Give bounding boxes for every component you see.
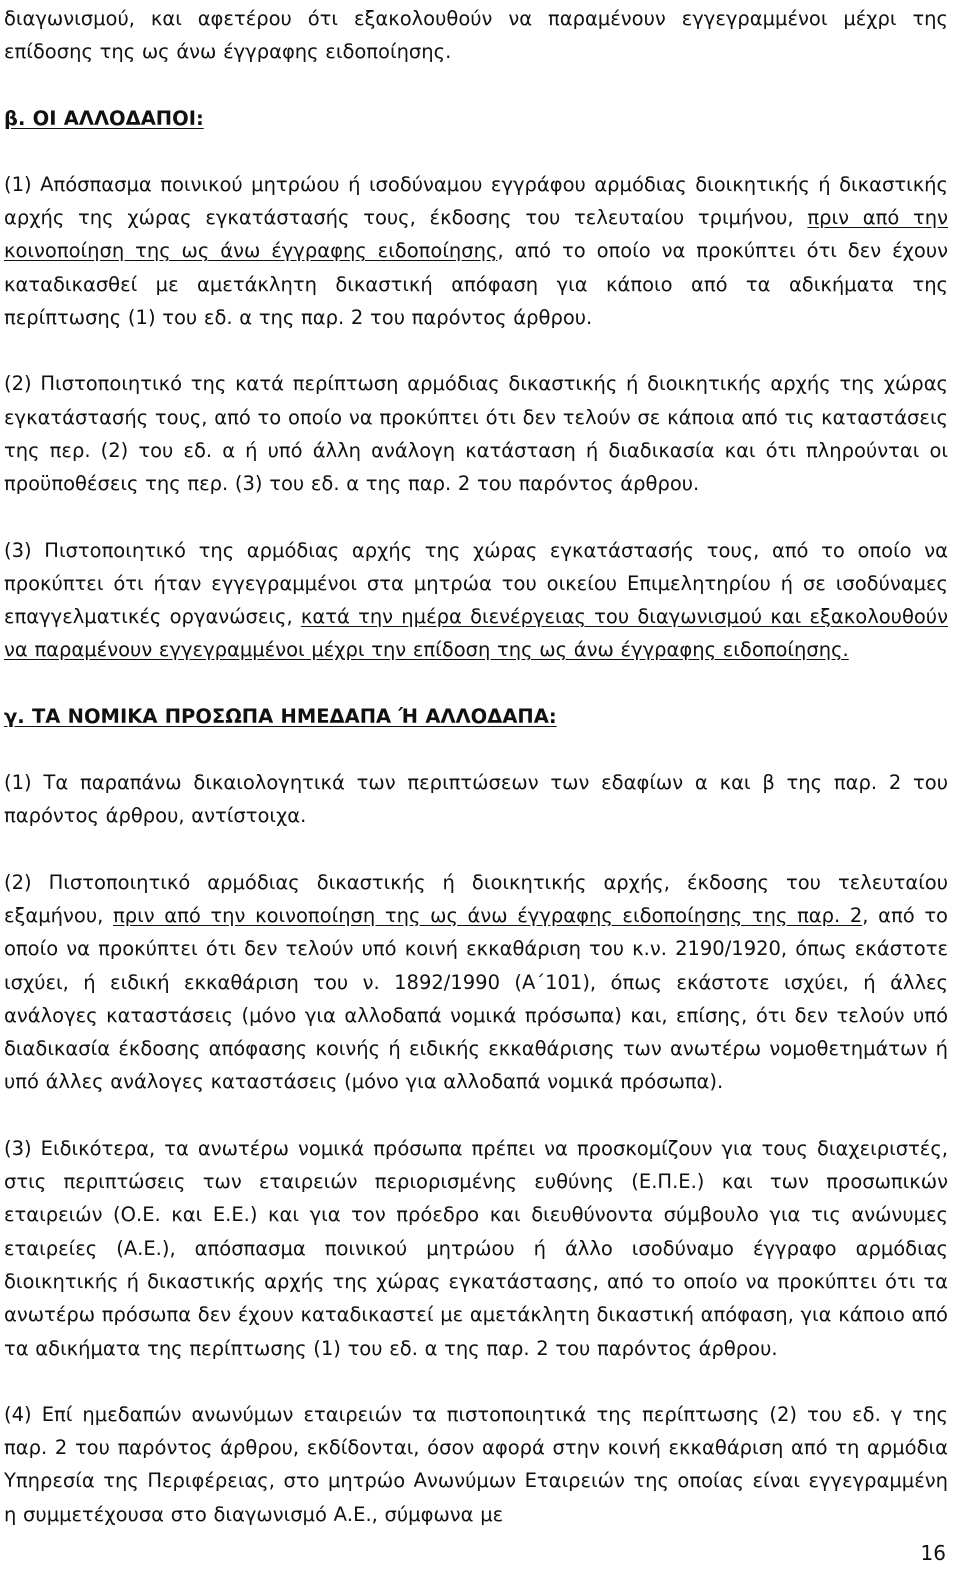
intro-paragraph: διαγωνισμού, και αφετέρου ότι εξακολουθούν να παραμένουν εγγεγραμμένοι μέχρι της επίδοσης της ως άνω έγγραφης ειδοποίησης. bbox=[4, 7, 948, 64]
section-c-item-3: (3) Ειδικότερα, τα ανωτέρω νομικά πρόσωπα πρέπει να προσκομίζουν για τους διαχειριστές, στις περιπτώσεις των εταιρειών περιορισμένης ευθύνης (Ε.Π.Ε.) και των προσωπικών εταιρειών (Ο.Ε. και Ε.Ε.) και για τον πρόεδρο και διευθύνοντα σύμβουλο για τις ανώνυμες εταιρείες (Α.Ε.), απόσπασμα ποινικού μητρώου ή άλλο ισοδύναμο έγγραφο αρμόδιας διοικητικής ή δικαστικής αρχής της χώρας εγκατάστασης, από το οποίο να προκύπτει ότι τα ανωτέρω πρόσωπα δεν έχουν καταδικαστεί με αμετάκλητη δικαστική απόφαση, για κάποιο από τα αδικήματα της περίπτωσης (1) του εδ. α της παρ. 2 του παρόντος άρθρου. bbox=[4, 1136, 948, 1360]
section-b-heading bbox=[4, 102, 948, 135]
section-b-heading-text: β. ΟΙ ΑΛΛΟΔΑΠΟΙ: bbox=[4, 106, 204, 130]
page-number: 16 bbox=[920, 1541, 946, 1565]
section-b-item-1-underlined: πριν από την κοινοποίηση της ως άνω έγγραφης ειδοποίησης bbox=[4, 206, 948, 263]
section-c-item-2-pre: (2) Πιστοποιητικό αρμόδιας δικαστικής ή διοικητικής αρχής, έκδοσης του τελευταίου εξαμήνου, bbox=[4, 870, 948, 927]
section-b-item-1-pre: (1) Απόσπασμα ποινικού μητρώου ή ισοδύναμου εγγράφου αρμόδιας διοικητικής ή δικαστικής αρχής της χώρας εγκατάστασής τους, έκδοσης του τελευταίου τριμήνου, bbox=[4, 172, 948, 230]
section-c-item-4: (4) Επί ημεδαπών ανωνύμων εταιρειών τα πιστοποιητικά της περίπτωσης (2) του εδ. γ της παρ. 2 του παρόντος άρθρου, εκδίδονται, όσον αφορά στην κοινή εκκαθάριση από τη αρμόδια Υπηρεσία της Περιφέρειας, στο μητρώο Ανωνύμων Εταιρειών της οποίας είναι εγγεγραμμένη η συμμετέχουσα στο διαγωνισμό Α.Ε., σύμφωνα με bbox=[4, 1402, 948, 1526]
section-c-heading-text: γ. ΤΑ ΝΟΜΙΚΑ ΠΡΟΣΩΠΑ ΗΜΕΔΑΠΑ Ή ΑΛΛΟΔΑΠΑ: bbox=[4, 704, 557, 728]
section-c-item-2 bbox=[4, 866, 948, 1099]
section-b-item-2: (2) Πιστοποιητικό της κατά περίπτωση αρμόδιας δικαστικής ή διοικητικής αρχής της χώρας εγκατάστασής τους, από το οποίο να προκύπτει ότι δεν τελούν σε κάποια από τις καταστάσεις της περ. (2) του εδ. α ή υπό άλλη ανάλογη κατάσταση ή διαδικασία και ότι πληρούνται οι προϋποθέσεις της περ. (3) του εδ. α της παρ. 2 του παρόντος άρθρου. bbox=[4, 372, 948, 496]
section-c-item-2-underlined: πριν από την κοινοποίηση της ως άνω έγγραφης ειδοποίησης της παρ. 2 bbox=[113, 903, 863, 927]
section-b-item-3 bbox=[4, 534, 948, 667]
section-c-item-2-post: , από το οποίο να προκύπτει ότι δεν τελούν υπό κοινή εκκαθάριση του κ.ν. 2190/1920, όπως εκάστοτε ισχύει, ή ειδική εκκαθάριση του ν. 1892/1990 (Α΄101), όπως εκάστοτε ισχύει, ή άλλες ανάλογες καταστάσεις (μόνο για αλλοδαπά νομικά πρόσωπα) και, επίσης, ότι δεν τελούν υπό διαδικασία έκδοσης απόφασης κοινής ή ειδικής εκκαθάρισης των ανωτέρω νομοθετημάτων ή υπό άλλες ανάλογες καταστάσεις (μόνο για αλλοδαπά νομικά πρόσωπα). bbox=[4, 903, 948, 1094]
section-b-item-1 bbox=[4, 168, 948, 334]
section-c-heading bbox=[4, 700, 948, 733]
section-b-item-3-underlined: κατά την ημέρα διενέργειας του διαγωνισμού και εξακολουθούν να παραμένουν εγγεγραμμένοι μέχρι την επίδοση της ως άνω έγγραφης ειδοποίησης. bbox=[4, 605, 948, 662]
section-c-item-1: (1) Τα παραπάνω δικαιολογητικά των περιπτώσεων των εδαφίων α και β της παρ. 2 του παρόντος άρθρου, αντίστοιχα. bbox=[4, 771, 948, 828]
document-page bbox=[4, 2, 948, 1531]
section-b-item-3-pre: (3) Πιστοποιητικό της αρμόδιας αρχής της χώρας εγκατάστασής τους, από το οποίο να προκύπτει ότι ήταν εγγεγραμμένοι στα μητρώα του οικείου Επιμελητηρίου ή σε ισοδύναμες επαγγελματικές οργανώσεις, bbox=[4, 538, 948, 629]
section-b-item-1-post: , από το οποίο να προκύπτει ότι δεν έχουν καταδικασθεί με αμετάκλητη δικαστική απόφαση για κάποιο από τα αδικήματα της περίπτωσης (1) του εδ. α της παρ. 2 του παρόντος άρθρου. bbox=[4, 239, 948, 330]
